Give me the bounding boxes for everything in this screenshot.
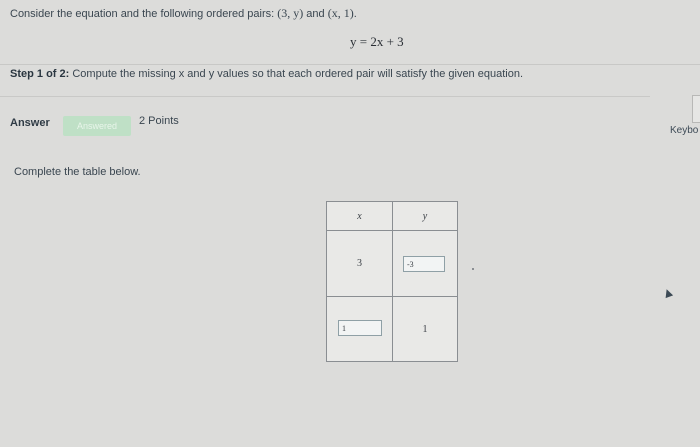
header-y: y bbox=[422, 211, 428, 222]
step-instruction bbox=[10, 68, 523, 80]
table-divider bbox=[327, 230, 457, 231]
question-prefix: Consider the equation and the following ordered pairs: bbox=[10, 8, 278, 20]
keyboard-button[interactable]: Keybo bbox=[670, 125, 699, 136]
row1-y-input[interactable]: -3 bbox=[403, 256, 445, 272]
step-text: Compute the missing x and y values so that each ordered pair will satisfy the given equation. bbox=[72, 68, 523, 80]
points-label: 2 Points bbox=[139, 115, 179, 127]
stray-mark bbox=[472, 268, 474, 270]
row1-x-value: 3 bbox=[357, 258, 362, 269]
mouse-cursor-icon bbox=[663, 288, 673, 298]
answered-badge: Answered bbox=[63, 116, 131, 136]
row2-x-input[interactable]: 1 bbox=[338, 320, 382, 336]
instruction-text: Complete the table below. bbox=[14, 166, 141, 178]
keyboard-toggle[interactable] bbox=[692, 95, 700, 123]
question-suffix: . bbox=[353, 8, 357, 20]
divider bbox=[0, 96, 650, 97]
table-divider bbox=[327, 296, 457, 297]
table-divider bbox=[392, 202, 393, 361]
step-label: Step 1 of 2: bbox=[10, 68, 70, 80]
equation: y = 2x + 3 bbox=[350, 34, 404, 49]
question-prompt bbox=[10, 6, 357, 21]
question-and: and bbox=[303, 8, 328, 20]
answer-label: Answer bbox=[10, 117, 50, 129]
row2-y-value: 1 bbox=[422, 324, 428, 335]
header-x: x bbox=[357, 211, 362, 222]
xy-table bbox=[326, 201, 458, 362]
divider bbox=[0, 64, 700, 65]
pair-one: (3, y) bbox=[277, 6, 304, 20]
pair-two: (x, 1) bbox=[327, 6, 354, 20]
